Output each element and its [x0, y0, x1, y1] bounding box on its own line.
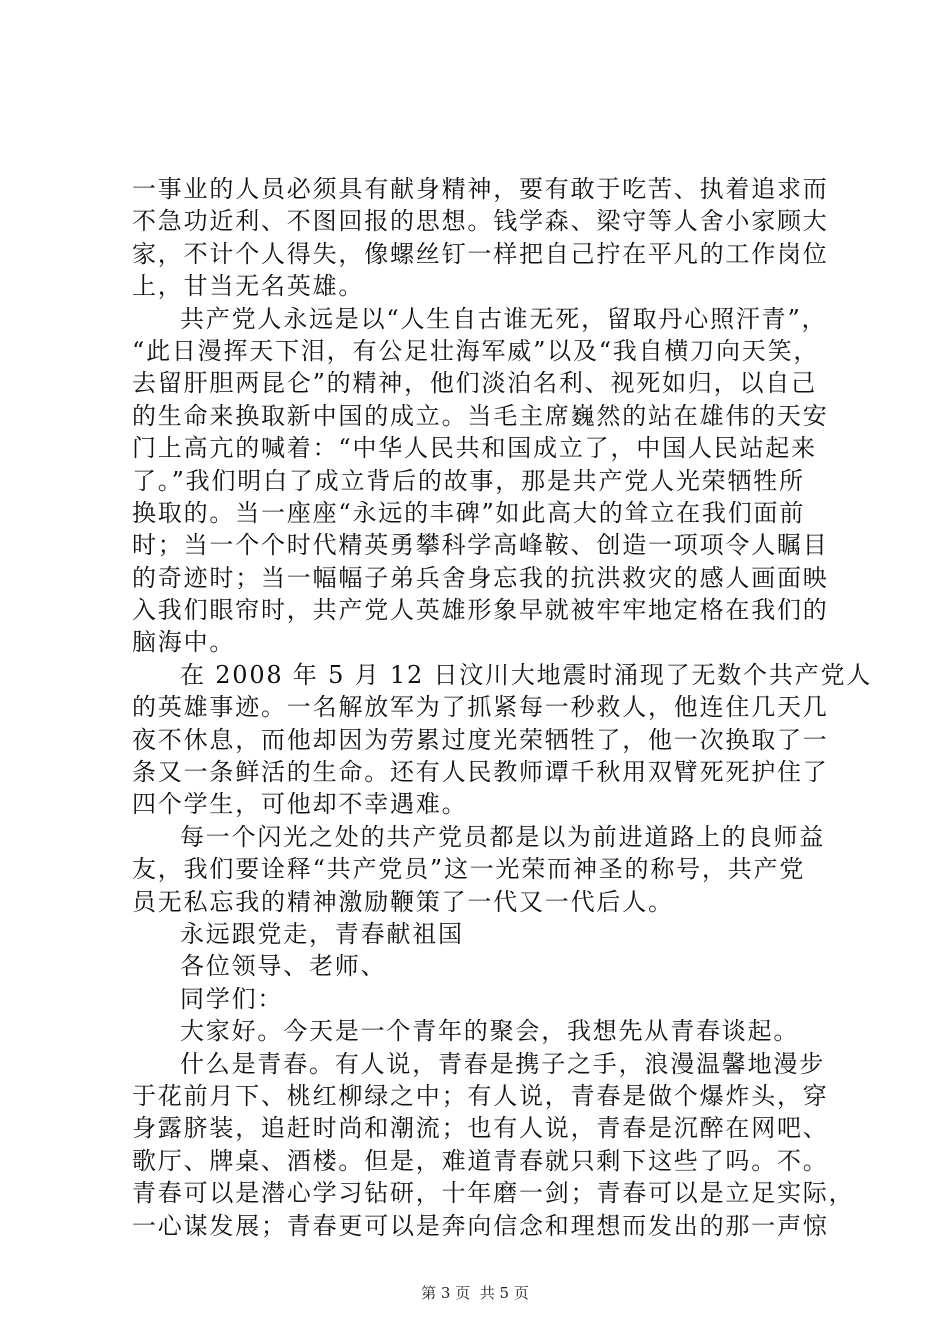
text-line: 大家好。今天是一个青年的聚会，我想先从青春谈起。	[180, 1017, 800, 1046]
text-line: 的英雄事迹。一名解放军为了抓紧每一秒救人，他连住几天几	[132, 693, 829, 722]
text-line: 夜不休息，而他却因为劳累过度光荣牺牲了，他一次换取了一	[132, 725, 829, 754]
paragraph	[132, 821, 825, 918]
text-line: 身露脐装，追赶时尚和潮流；也有人说，青春是沉醉在网吧、	[132, 1114, 829, 1143]
text-line: 员无私忘我的精神激励鞭策了一代又一代后人。	[132, 887, 674, 916]
text-line: 的奇迹时；当一幅幅子弟兵舍身忘我的抗洪救灾的感人画面映	[132, 563, 829, 592]
text-line: 什么是青春。有人说，青春是携子之手，浪漫温馨地漫步	[180, 1049, 825, 1078]
text-line: 四个学生，可他却不幸遇难。	[132, 790, 468, 819]
text-line: 条又一条鲜活的生命。还有人民教师谭千秋用双臂死死护住了	[132, 758, 829, 787]
paragraph	[132, 303, 829, 659]
text-line: 去留肝胆两昆仑”的精神，他们淡泊名利、视死如归，以自己	[132, 369, 817, 398]
paragraph	[132, 1015, 812, 1047]
text-line: 脑海中。	[132, 628, 236, 657]
text-line: “此日漫挥天下泪，有公足壮海军威”以及“我自横刀向天笑，	[132, 336, 820, 365]
text-line: 一事业的人员必须具有献身精神，要有敢于吃苦、执着追求而	[132, 175, 829, 203]
text-line: 换取的。当一座座“永远的丰碑”如此高大的耸立在我们面前	[132, 498, 806, 527]
text-line: 各位领导、老师、	[180, 952, 387, 981]
paragraph	[132, 659, 873, 821]
text-line: 不急功近利、不图回报的思想。钱学森、梁守等人舍小家顾大	[132, 207, 829, 236]
text-line: 入我们眼帘时，共产党人英雄形象早就被牢牢地定格在我们的	[132, 596, 829, 625]
text-line: 家，不计个人得失，像螺丝钉一样把自己拧在平凡的工作岗位	[132, 239, 829, 268]
text-line: 同学们：	[180, 984, 284, 1013]
text-line: 一心谋发展；青春更可以是奔向信念和理想而发出的那一声惊	[132, 1211, 829, 1240]
text-line: 上，甘当无名英雄。	[132, 272, 365, 301]
text-line: 时；当一个个时代精英勇攀科学高峰鞍、创造一项项令人瞩目	[132, 531, 829, 560]
paragraph	[132, 1048, 855, 1242]
paragraph	[132, 918, 812, 950]
document-body	[132, 173, 873, 1242]
page-footer: 第 3 页 共 5 页	[421, 1284, 529, 1302]
text-line: 门上高亢的喊着：“中华人民共和国成立了，中国人民站起来	[132, 434, 817, 463]
paragraph	[132, 950, 812, 982]
text-line: 的生命来换取新中国的成立。当毛主席巍然的站在雄伟的天安	[132, 401, 829, 430]
text-line: 永远跟党走，青春献祖国	[180, 919, 464, 948]
paragraph	[132, 173, 829, 303]
text-line: 于花前月下、桃红柳绿之中；有人说，青春是做个爆炸头，穿	[132, 1081, 829, 1110]
paragraph	[132, 983, 812, 1015]
text-line: 每一个闪光之处的共产党员都是以为前进道路上的良师益	[180, 822, 825, 851]
text-line: 歌厅、牌桌、酒楼。但是，难道青春就只剩下这些了吗。不。	[132, 1146, 829, 1175]
text-line: 了。”我们明白了成立背后的故事，那是共产党人光荣牺牲所	[132, 466, 805, 495]
text-line: 在 2008 年 5 月 12 日汶川大地震时涌现了无数个共产党人	[180, 660, 873, 689]
text-line: 友，我们要诠释“共产党员”这一光荣而神圣的称号，共产党	[132, 855, 806, 884]
text-line: 共产党人永远是以“人生自古谁无死，留取丹心照汗青”，	[180, 304, 828, 333]
text-line: 青春可以是潜心学习钻研，十年磨一剑；青春可以是立足实际，	[132, 1179, 855, 1208]
